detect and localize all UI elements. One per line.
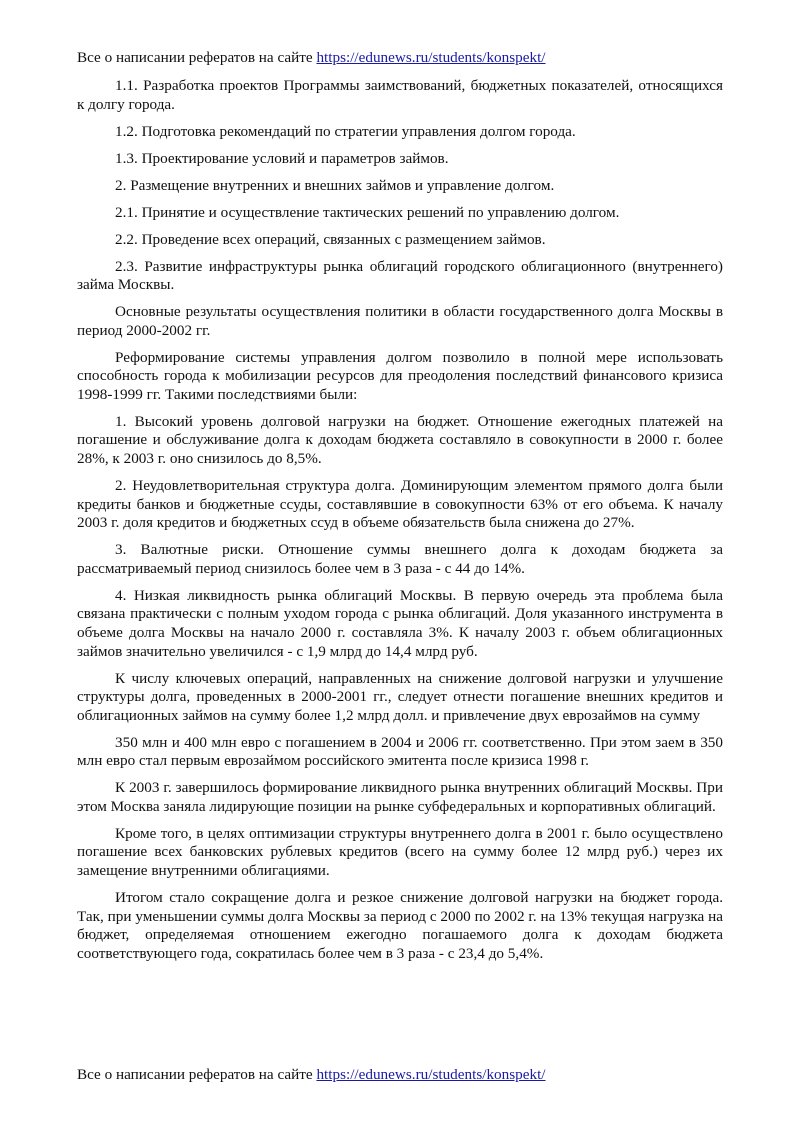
paragraph: Реформирование системы управления долгом позволило в полной мере использовать способность города к мобилизации ресурсов для преодоления последствий финансового кризиса 1998-1999 гг. Такими последствиями были: (77, 348, 723, 403)
paragraph: 2. Неудовлетворительная структура долга. Доминирующим элементом прямого долга были кредиты банков и бюджетные ссуды, составлявшие в совокупности 63% от его объема. К началу 2003 г. доля кредитов и бюджетных ссуд в объеме обязательств была снижена до 27%. (77, 477, 723, 532)
paragraph: 350 млн и 400 млн евро с погашением в 2004 и 2006 гг. соответственно. При этом заем в 350 млн евро стал первым еврозаймом российского эмитента после кризиса 1998 г. (77, 733, 723, 770)
header-text: Все о написании рефератов на сайте (77, 49, 317, 66)
paragraph: Основные результаты осуществления политики в области государственного долга Москвы в период 2000-2002 гг. (77, 303, 723, 339)
paragraph: К 2003 г. завершилось формирование ликвидного рынка внутренних облигаций Москвы. При этом Москва заняла лидирующие позиции на рынке субфедеральных и корпоративных облигаций. (77, 779, 723, 815)
document-body (77, 77, 723, 972)
paragraph: 1. Высокий уровень долговой нагрузки на бюджет. Отношение ежегодных платежей на погашение и обслуживание долга к доходам бюджета составляло в совокупности в 2000 г. более 28%, к 2003 г. оно снизилось до 8,5%. (77, 412, 723, 468)
paragraph: К числу ключевых операций, направленных на снижение долговой нагрузки и улучшение структуры долга, проведенных в 2000-2001 гг., следует отнести погашение внешних кредитов и облигационных займов на сумму более 1,2 млрд долл. и привлечение двух еврозаймов на сумму (77, 669, 723, 724)
paragraph: 3. Валютные риски. Отношение суммы внешнего долга к доходам бюджета за рассматриваемый период снизилось более чем в 3 раза - с 44 до 14%. (77, 541, 723, 577)
header-link[interactable]: https://edunews.ru/students/konspekt/ (316, 49, 546, 66)
paragraph: 4. Низкая ликвидность рынка облигаций Москвы. В первую очередь эта проблема была связана практически с полным уходом города с рынка облигаций. Доля указанного инструмента в объеме долга Москвы на начало 2000 г. составляла 3%. К началу 2003 г. объем облигационных займов значительно увеличился - с 1,9 млрд до 14,4 млрд руб. (77, 586, 723, 660)
paragraph: Кроме того, в целях оптимизации структуры внутреннего долга в 2001 г. было осуществлено погашение всех банковских рублевых кредитов (всего на сумму более 12 млрд руб.) через их замещение внутренними облигациями. (77, 824, 723, 880)
paragraph: 1.1. Разработка проектов Программы заимствований, бюджетных показателей, относящихся к долгу города. (77, 77, 723, 113)
paragraph: 2.3. Развитие инфраструктуры рынка облигаций городского облигационного (внутреннего) займа Москвы. (77, 257, 723, 294)
paragraph: 2.2. Проведение всех операций, связанных с размещением займов. (115, 230, 546, 248)
paragraph: 2.1. Принятие и осуществление тактических решений по управлению долгом. (115, 203, 620, 221)
footer-link[interactable]: https://edunews.ru/students/konspekt/ (316, 1066, 546, 1083)
footer-text: Все о написании рефератов на сайте (77, 1066, 317, 1083)
paragraph: 1.2. Подготовка рекомендаций по стратегии управления долгом города. (115, 122, 576, 140)
page-footer (77, 1066, 546, 1084)
page-header (77, 49, 546, 67)
paragraph: Итогом стало сокращение долга и резкое снижение долговой нагрузки на бюджет города. Так, при уменьшении суммы долга Москвы за период с 2000 по 2002 г. на 13% текущая нагрузка на бюджет, определяемая отношением ежегодно погашаемого долга к доходам бюджета соответствующего года, сократилась более чем в 3 раза - с 23,4 до 5,4%. (77, 889, 723, 962)
paragraph: 1.3. Проектирование условий и параметров займов. (115, 149, 449, 167)
paragraph: 2. Размещение внутренних и внешних займов и управление долгом. (115, 176, 555, 194)
